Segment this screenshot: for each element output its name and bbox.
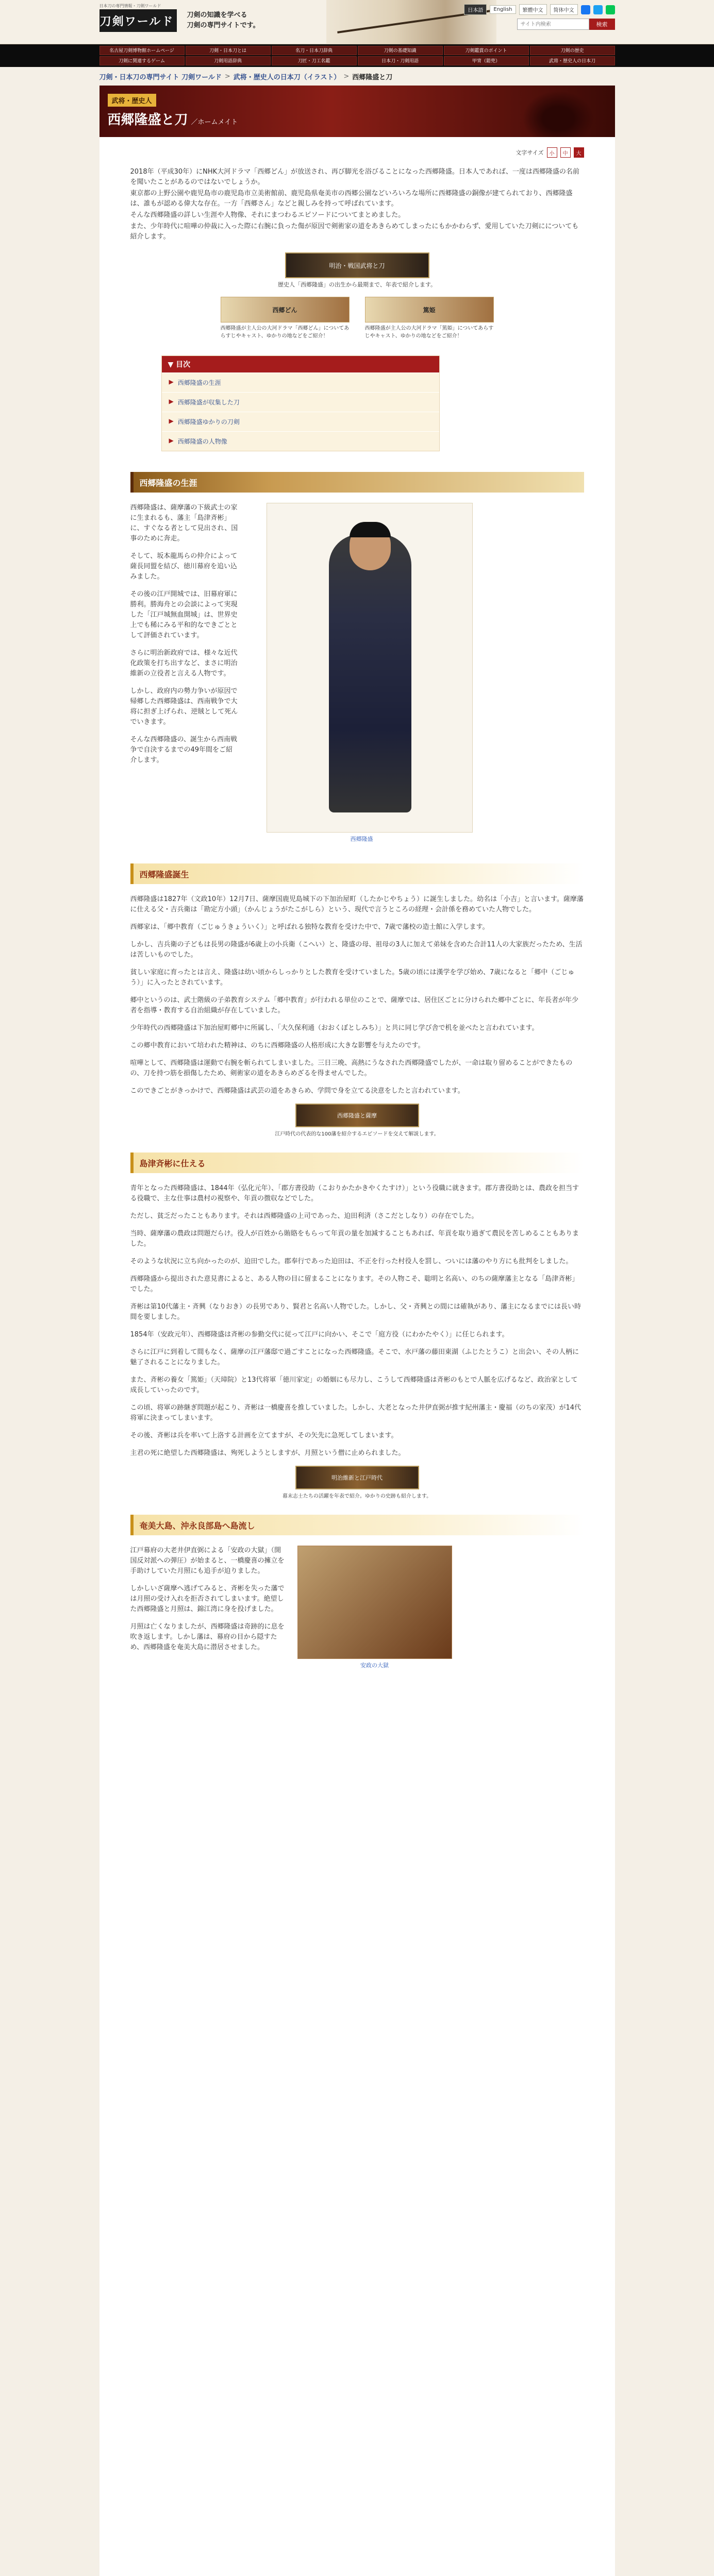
related-card[interactable] (221, 297, 350, 340)
section-paragraph: この郷中教育において培われた精神は、のちに西郷隆盛の人格形成に大きな影響を与えたのです。 (130, 1042, 425, 1049)
language-switcher (464, 4, 615, 15)
tagline-line-2: 刀剣の専門サイトです。 (187, 22, 260, 29)
section-service (130, 1183, 584, 1499)
tagline (187, 10, 260, 31)
ansei-purge-image[interactable] (297, 1546, 452, 1659)
section-paragraph: しかし、吉兵衛の子どもは長男の隆盛が6歳上の小兵衛（こへい）と、隆盛の母、祖母の3人に加えて弟妹を含めた合計11人の大家族だったため、生活は苦しいものでした。 (130, 941, 583, 959)
section-paragraph: さらに江戸に到着して間もなく、薩摩の江戸藩邸で過ごすことになった西郷隆盛。そこで、水戸藩の藤田東湖（ふじたとうこ）と出会い、その人柄に魅了されることになりました。 (130, 1348, 579, 1366)
breadcrumb-category[interactable]: 武将・歴史人の日本刀（イラスト） (233, 73, 341, 81)
font-size-small-button[interactable]: 小 (547, 147, 557, 158)
page-hero (99, 86, 615, 137)
intro-paragraph: また、少年時代に喧嘩の仲裁に入った際に右腕に負った傷が原因で剣術家の道をあきらめてしまったにもかかわらず、愛用していた刀剣にについても紹介します。 (130, 223, 579, 241)
section-paragraph: 青年となった西郷隆盛は、1844年（弘化元年）、「郡方書役助（こおりかたかきやくたすけ）」という役職に就きます。郡方書役助とは、農政を担当する役職で、主な仕事は農村の視察や、年貢の徴収などでした。 (130, 1184, 579, 1202)
page-title (108, 109, 238, 128)
section-paragraph: 西郷隆盛から提出された意見書によると、ある人物の目に留まることになります。その人物こそ、聡明と名高い、のちの薩摩藩主となる「島津斉彬」でした。 (130, 1275, 579, 1293)
search-button[interactable]: 検索 (589, 19, 615, 30)
breadcrumb (99, 67, 615, 86)
nav-item[interactable]: 刀剣の歴史 (530, 46, 615, 55)
arrow-right-icon: ▶ (169, 417, 174, 425)
section-paragraph: 郷中というのは、武士階級の子弟教育システム「郷中教育」が行われる単位のことで、薩摩では、居住区ごとに分けられた郷中ごとに、年長者が年少者を指導・教育する自治組織が存在していました。 (130, 996, 578, 1014)
card-image[interactable]: 篤姫 (365, 297, 494, 323)
nav-item[interactable]: 刀剣用語辞典 (186, 56, 271, 65)
card-description: 西郷隆盛が主人公の大河ドラマ「篤姫」についてあらすじやキャスト、ゆかりの地などをご紹介！ (364, 326, 494, 339)
search-bar (517, 19, 615, 30)
lang-ja-link[interactable]: 日本語 (464, 4, 487, 15)
section-paragraph: 斉彬は第10代藩主・斉興（なりおき）の長男であり、賢君と名高い人物でした。しかし、父・斉興との間には確執があり、藩主になるまでには長い時間を要しました。 (130, 1303, 582, 1321)
card-description: 西郷隆盛が主人公の大河ドラマ「西郷どん」についてあらすじやキャスト、ゆかりの地などをご紹介！ (220, 326, 350, 339)
portrait-body (329, 534, 411, 812)
tagline-line-1: 刀剣の知識を学べる (187, 11, 247, 19)
facebook-icon[interactable] (581, 5, 590, 14)
font-size-large-button[interactable]: 大 (574, 147, 584, 158)
intro-paragraph: 2018年（平成30年）にNHK大河ドラマ「西郷どん」が放送され、再び脚光を浴びることになった西郷隆盛。日本人であれば、一度は西郷隆盛の名前を聞いたことがあるのではないでしょうか。 (130, 168, 579, 186)
section-paragraph: 江戸幕府の大老井伊直弼による「安政の大獄」（開国反対派への弾圧）が始まると、一橋慶喜の擁立を手助けしていた月照にも追手が迫りました。 (130, 1547, 285, 1575)
arrow-right-icon: ▶ (169, 398, 174, 405)
section-paragraph: 貧しい家庭に育ったとは言え、隆盛は幼い頃からしっかりとした教育を受けていました。5歳の頃には漢学を学び始め、7歳になると「郷中（ごじゅう）」に入ったとされています。 (130, 969, 575, 987)
image-caption[interactable]: 安政の大獄 (360, 1662, 389, 1669)
font-size-label: 文字サイズ (516, 149, 544, 156)
main-content (99, 137, 615, 2576)
section-paragraph: このできごとがきっかけで、西郷隆盛は武芸の道をあきらめ、学問で身を立てる決意をしたと言われています。 (130, 1087, 464, 1095)
toc-item-label[interactable]: 西郷隆盛の生涯 (177, 379, 221, 386)
section-paragraph: この頃、将軍の跡継ぎ問題が起こり、斉彬は一橋慶喜を推していました。しかし、大老となった井伊直弼が推す紀州藩主・慶福（のちの家茂）が14代将軍に決まってしまいます。 (130, 1404, 582, 1422)
section-paragraph: そして、坂本龍馬らの仲介によって薩長同盟を結び、徳川幕府を追い込みました。 (130, 552, 238, 581)
section-banner-caption: 江戸時代の代表的な100藩を紹介するエピソードを交えて解説します。 (275, 1131, 439, 1137)
toc-item-label[interactable]: 西郷隆盛が収集した刀 (177, 399, 240, 406)
toc-item[interactable] (162, 412, 439, 431)
lang-en-link[interactable]: English (490, 5, 516, 14)
nav-item[interactable]: 甲冑（鎧兜） (444, 56, 529, 65)
global-nav (0, 44, 714, 67)
arrow-right-icon: ▶ (169, 378, 174, 385)
section-paragraph: 月照は亡くなりましたが、西郷隆盛は奇跡的に息を吹き返します。しかし藩は、幕府の目から隠すため、西郷隆盛を奄美大島に潜居させました。 (130, 1623, 285, 1651)
nav-item[interactable]: 刀剣の基礎知識 (358, 46, 443, 55)
category-badge: 武将・歴史人 (108, 94, 156, 107)
search-input[interactable] (517, 19, 589, 30)
intro-paragraph: そんな西郷隆盛の詳しい生涯や人物像、それにまつわるエピソードについてまとめました。 (130, 211, 405, 219)
section-heading: 奄美大島、沖永良部島へ島流し (130, 1515, 584, 1535)
related-cards (130, 297, 584, 340)
nav-item[interactable]: 刀剣鑑賞のポイント (444, 46, 529, 55)
section-exile (130, 1546, 584, 1669)
section-paragraph: しかし、政府内の勢力争いが原因で帰郷した西郷隆盛は、西南戦争で大将に担ぎ上げられ、逆賊として死んでいきます。 (130, 687, 238, 726)
line-icon[interactable] (606, 5, 615, 14)
section-paragraph: さらに明治新政府では、様々な近代化政策を打ち出すなど、まさに明治維新の立役者と言える人物です。 (130, 649, 238, 677)
nav-item[interactable]: 刀剣に関連するゲーム (99, 56, 185, 65)
section-heading: 西郷隆盛の生涯 (130, 472, 584, 493)
intro-paragraph: 東京都の上野公園や鹿児島市の鹿児島市立美術館前、鹿児島県奄美市の西郷公園などいろいろな場所に西郷隆盛の銅像が建てられており、西郷隆盛は、誰もが認める偉大な存在。一方「西郷さん」などと親しみを持って呼ばれています。 (130, 190, 573, 208)
section-paragraph: 西郷隆盛は、薩摩藩の下級武士の家に生まれるも、藩主「島津斉彬」に、すぐなる者として見出され、国事のために奔走。 (130, 504, 238, 543)
toc-item-label[interactable]: 西郷隆盛の人物像 (177, 438, 227, 445)
hero-silhouette-image (522, 91, 594, 137)
logo-subtitle: 日本刀の専門情報・刀剣ワールド (99, 4, 161, 8)
section-paragraph: 西郷隆盛は1827年（文政10年）12月7日、薩摩国鹿児島城下の下加治屋町（したかじやちょう）に誕生しました。幼名は「小吉」と言います。薩摩藩に仕える父・吉兵衛は「勘定方小頭」（かんじょうがたこがしら）という、現代で言うところの経理・会計係を務めていた人物でした。 (130, 895, 584, 913)
toc-item[interactable] (162, 392, 439, 412)
section-banner[interactable]: 明治維新と江戸時代 (295, 1466, 419, 1489)
section-paragraph: 当時、薩摩藩の農政は問題だらけ。役人が百姓から賄賂をもらって年貢の量を加減することもあれば、年貢を取り過ぎて農民を苦しめることもありました。 (130, 1230, 579, 1248)
section-paragraph: 1854年（安政元年）、西郷隆盛は斉彬の参勤交代に従って江戸に向かい、そこで「庭方役（にわかたやく）」に任じられます。 (130, 1331, 509, 1338)
font-size-medium-button[interactable]: 中 (560, 147, 571, 158)
portrait-caption[interactable]: 西郷隆盛 (350, 836, 373, 842)
nav-item[interactable]: 武将・歴史人の日本刀 (530, 56, 615, 65)
section-paragraph: ただし、貧乏だったこともあります。それは西郷隆盛の上司であった、迫田利済（さこだとしなり）の存在でした。 (130, 1212, 478, 1220)
toc-item[interactable] (162, 431, 439, 451)
related-card[interactable] (365, 297, 494, 340)
site-logo[interactable] (99, 9, 177, 32)
breadcrumb-current: 西郷隆盛と刀 (352, 73, 393, 81)
section-heading: 西郷隆盛誕生 (130, 863, 584, 884)
nav-item[interactable]: 刀匠・刀工名鑑 (272, 56, 357, 65)
intro (130, 167, 584, 242)
section-paragraph: その後、斉彬は兵を率いて上洛する計画を立てますが、その矢先に急死してしまいます。 (130, 1432, 398, 1439)
related-banner-caption: 歴史人「西郷隆盛」の出生から最期まで、年表で紹介します。 (278, 281, 436, 288)
breadcrumb-separator: > (224, 72, 230, 80)
section-paragraph: 少年時代の西郷隆盛は下加治屋町郷中に所属し、「大久保利通（おおくぼとしみち）」と共に同じ学び舎で机を並べたと言われています。 (130, 1024, 539, 1032)
page-title-suffix: ／ホームメイト (191, 118, 238, 126)
section-heading: 島津斉彬に仕える (130, 1153, 584, 1173)
nav-item[interactable]: 刀剣・日本刀とは (186, 46, 271, 55)
section-paragraph: また、斉彬の養女「篤姫」（天璋院）と13代将軍「徳川家定」の婚姻にも尽力し、こうして西郷隆盛は斉彬のもとで人脈を広げるなど、政治家として成長していったのです。 (130, 1376, 578, 1394)
toc-item[interactable] (162, 372, 439, 392)
section-banner[interactable]: 西郷隆盛と薩摩 (295, 1104, 419, 1127)
table-of-contents (161, 355, 440, 451)
toc-heading: ▼ 目次 (162, 356, 439, 372)
section-paragraph: その後の江戸開城では、旧幕府軍に勝利。勝海舟との会談によって実現した「江戸城無血開城」は、世界史上でも稀にみる平和的なできごととして評価されています。 (130, 590, 238, 639)
section-life (130, 503, 584, 843)
nav-item[interactable]: 日本刀・刀剣用語 (358, 56, 443, 65)
exile-figure (297, 1546, 452, 1669)
arrow-right-icon: ▶ (169, 437, 174, 444)
nav-item[interactable]: 名古屋刀剣博物館ホームページ (99, 46, 185, 55)
saigo-portrait-image[interactable] (267, 503, 473, 833)
breadcrumb-home[interactable]: 刀剣・日本刀の専門サイト 刀剣ワールド (99, 73, 222, 81)
card-image[interactable]: 西郷どん (221, 297, 350, 323)
section-text (130, 1546, 285, 1669)
section-paragraph: そのような状況に立ち向かったのが、迫田でした。郡奉行であった迫田は、不正を行った村役人を罰し、ついには藩のやり方にも批判をしました。 (130, 1258, 573, 1265)
page-title-text: 西郷隆盛と刀 (107, 112, 188, 128)
breadcrumb-separator: > (343, 72, 350, 80)
section-paragraph: そんな西郷隆盛の、誕生から西南戦争で自決するまでの49年間をご紹介します。 (130, 736, 237, 764)
section-paragraph: 西郷家は、「郷中教育（ごじゅうきょういく）」と呼ばれる独特な教育を受けた中で、7歳で藩校の造士館に入学します。 (130, 923, 489, 931)
section-birth (130, 894, 584, 1137)
section-paragraph: 喧嘩として、西郷隆盛は運動で右腕を斬られてしまいました。三日三晩、高熱にうなされた西郷隆盛でしたが、一命は取り留めることができたものの、刀を持つ筋を損傷したため、剣術家の道をあきらめざるを得ませんでした。 (130, 1059, 573, 1077)
site-header (0, 0, 714, 44)
section-text (130, 503, 239, 843)
twitter-icon[interactable] (593, 5, 603, 14)
portrait-hair (350, 522, 391, 537)
related-banner[interactable]: 明治・戦国武将と刀 (285, 252, 429, 278)
section-banner-caption: 幕末志士たちの活躍を年表で紹介。ゆかりの史跡も紹介します。 (282, 1494, 432, 1499)
font-size-control (130, 147, 584, 158)
toc-item-label[interactable]: 西郷隆盛ゆかりの刀剣 (177, 418, 240, 426)
section-paragraph: しかしいざ薩摩へ逃げてみると、斉彬を失った藩では月照の受け入れを拒否されてしまいます。絶望した西郷隆盛と月照は、錦江湾に身を投げました。 (130, 1585, 285, 1613)
portrait-figure (251, 503, 473, 843)
nav-item[interactable]: 名刀・日本刀辞典 (272, 46, 357, 55)
lang-zh-tw-link[interactable]: 繁體中文 (519, 4, 547, 15)
section-paragraph: 主君の死に絶望した西郷隆盛は、殉死しようとしますが、月照という僧に止められました。 (130, 1449, 405, 1457)
toc-heading-label: 目次 (176, 361, 191, 369)
lang-zh-cn-link[interactable]: 简体中文 (550, 4, 578, 15)
logo-text: 刀剣ワールド (99, 14, 174, 28)
